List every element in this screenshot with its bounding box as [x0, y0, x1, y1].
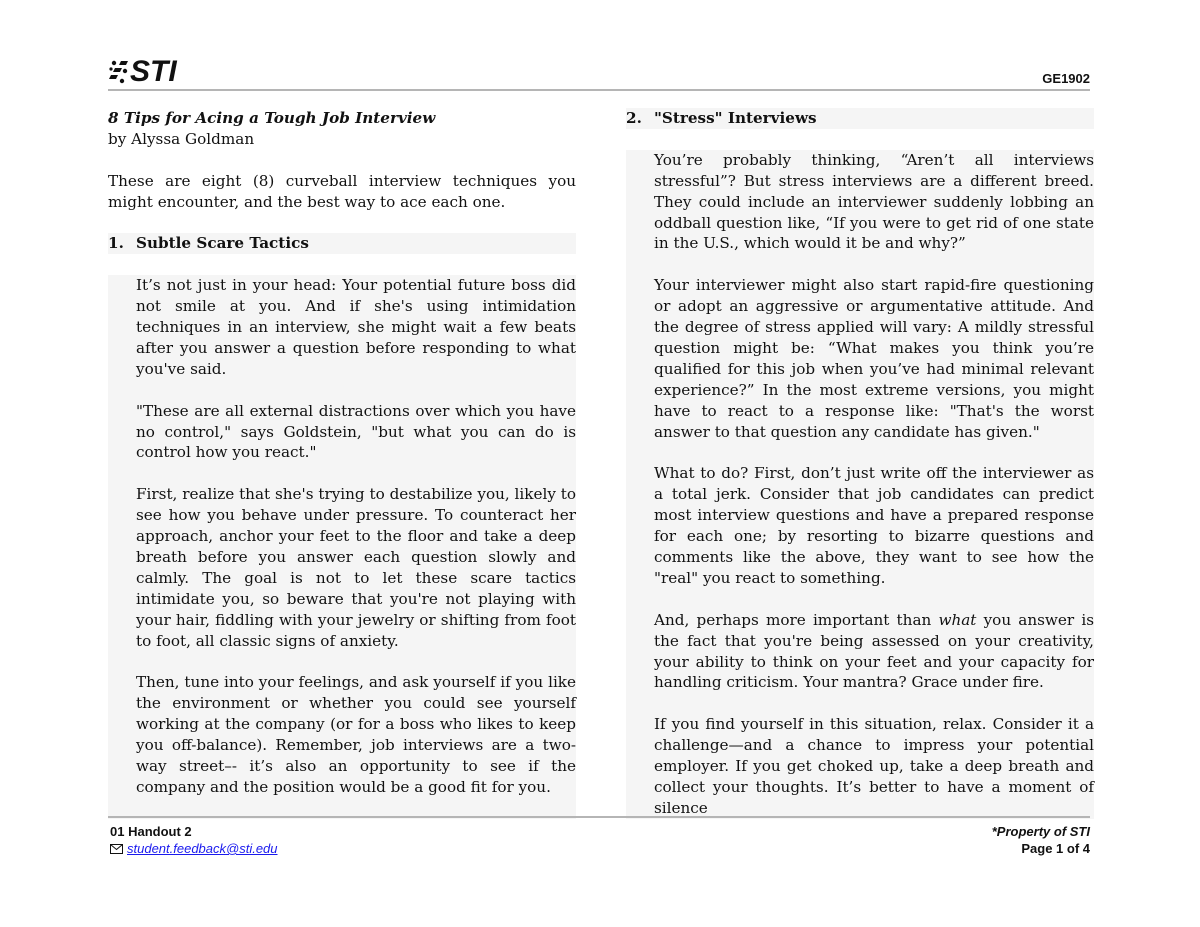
article-byline: by Alyssa Goldman [108, 129, 255, 148]
sti-logo-mark-icon [108, 57, 130, 87]
handout-label: 01 Handout 2 [110, 824, 192, 839]
paragraph: If you find yourself in this situation, relax. Consider it a challenge—and a chance to impress your potential employer. If you get choked up, take a deep breath and collect your thoughts. It’s better to have a moment of silence [654, 715, 1094, 817]
section-title: "Stress" Interviews [654, 109, 817, 127]
sti-logo [108, 57, 177, 87]
paragraph [654, 610, 1094, 694]
paragraph: "These are all external distractions over which you have no control," says Goldstein, "but what you can do is control how you react." [136, 401, 576, 462]
left-column [108, 108, 576, 819]
emphasis-text: what [938, 610, 977, 629]
section-1-body [108, 275, 576, 819]
feedback-email-link[interactable]: student.feedback@sti.edu [127, 841, 278, 856]
envelope-icon [110, 844, 123, 854]
article-title: 8 Tips for Acing a Tough Job Interview [108, 109, 436, 127]
logo-text: STI [130, 55, 177, 88]
property-notice: *Property of STI [991, 824, 1090, 839]
right-column [626, 108, 1094, 819]
page-number: Page 1 of 4 [1021, 841, 1090, 856]
section-heading-2 [626, 108, 1094, 129]
paragraph: First, realize that she's trying to destabilize you, likely to see how you behave under pressure. To counteract her approach, anchor your feet to the floor and take a deep breath before you answer each question slowly and calmly. The goal is not to let these scare tactics intimidate you, so beware that you're not playing with your hair, fiddling with your jewelry or shifting from foot to foot, all classic signs of anxiety. [136, 485, 576, 650]
paragraph: Then, tune into your feelings, and ask yourself if you like the environment or whether you could see yourself working at the company (or for a boss who likes to keep you off-balance). Remember, job interviews are a two-way street–- it’s also an opportunity to see if the company and the position would be a good fit for you. [136, 673, 576, 796]
paragraph: What to do? First, don’t just write off the interviewer as a total jerk. Consider that job candidates can predict most interview questions and have a prepared response for each one; by resorting to bizarre questions and comments like the above, they want to see how the "real" you react to something. [654, 464, 1094, 587]
section-number: 1. [108, 234, 124, 253]
header-rule [108, 89, 1090, 91]
footer-right [992, 823, 1090, 857]
paragraph: It’s not just in your head: Your potential future boss did not smile at you. And if she's using intimidation techniques in an interview, she might wait a few beats after you answer a question before responding to what you've said. [136, 276, 576, 378]
section-2-body [626, 150, 1094, 819]
text-run: you answer is the fact that you're being assessed on your creativity, your ability to think on your feet and your capacity for handling criticism. Your mantra? Grace under fire. [654, 610, 1094, 692]
feedback-contact [110, 840, 278, 857]
section-title: Subtle Scare Tactics [136, 234, 309, 253]
section-number: 2. [626, 109, 642, 127]
paragraph: You’re probably thinking, “Aren’t all interviews stressful”? But stress interviews are a different breed. They could include an interviewer suddenly lobbing an oddball question like, “If you were to get rid of one state in the U.S., which would it be and why?” [654, 150, 1094, 253]
text-run: And, perhaps more important than [654, 610, 939, 629]
paragraph: Your interviewer might also start rapid-fire questioning or adopt an aggressive or argumentative attitude. And the degree of stress applied will vary: A mildly stressful question might be: “What makes you think you’re qualified for this job when you’ve had minimal relevant experience?” In the most extreme versions, you might have to react to a response like: "That's the worst answer to that question any candidate has given." [654, 276, 1094, 441]
footer-rule [108, 816, 1090, 818]
footer-left [110, 823, 278, 857]
article-intro: These are eight (8) curveball interview techniques you might encounter, and the best way to ace each one. [108, 171, 576, 211]
document-code: GE1902 [1042, 71, 1090, 86]
section-heading-1 [108, 233, 576, 254]
